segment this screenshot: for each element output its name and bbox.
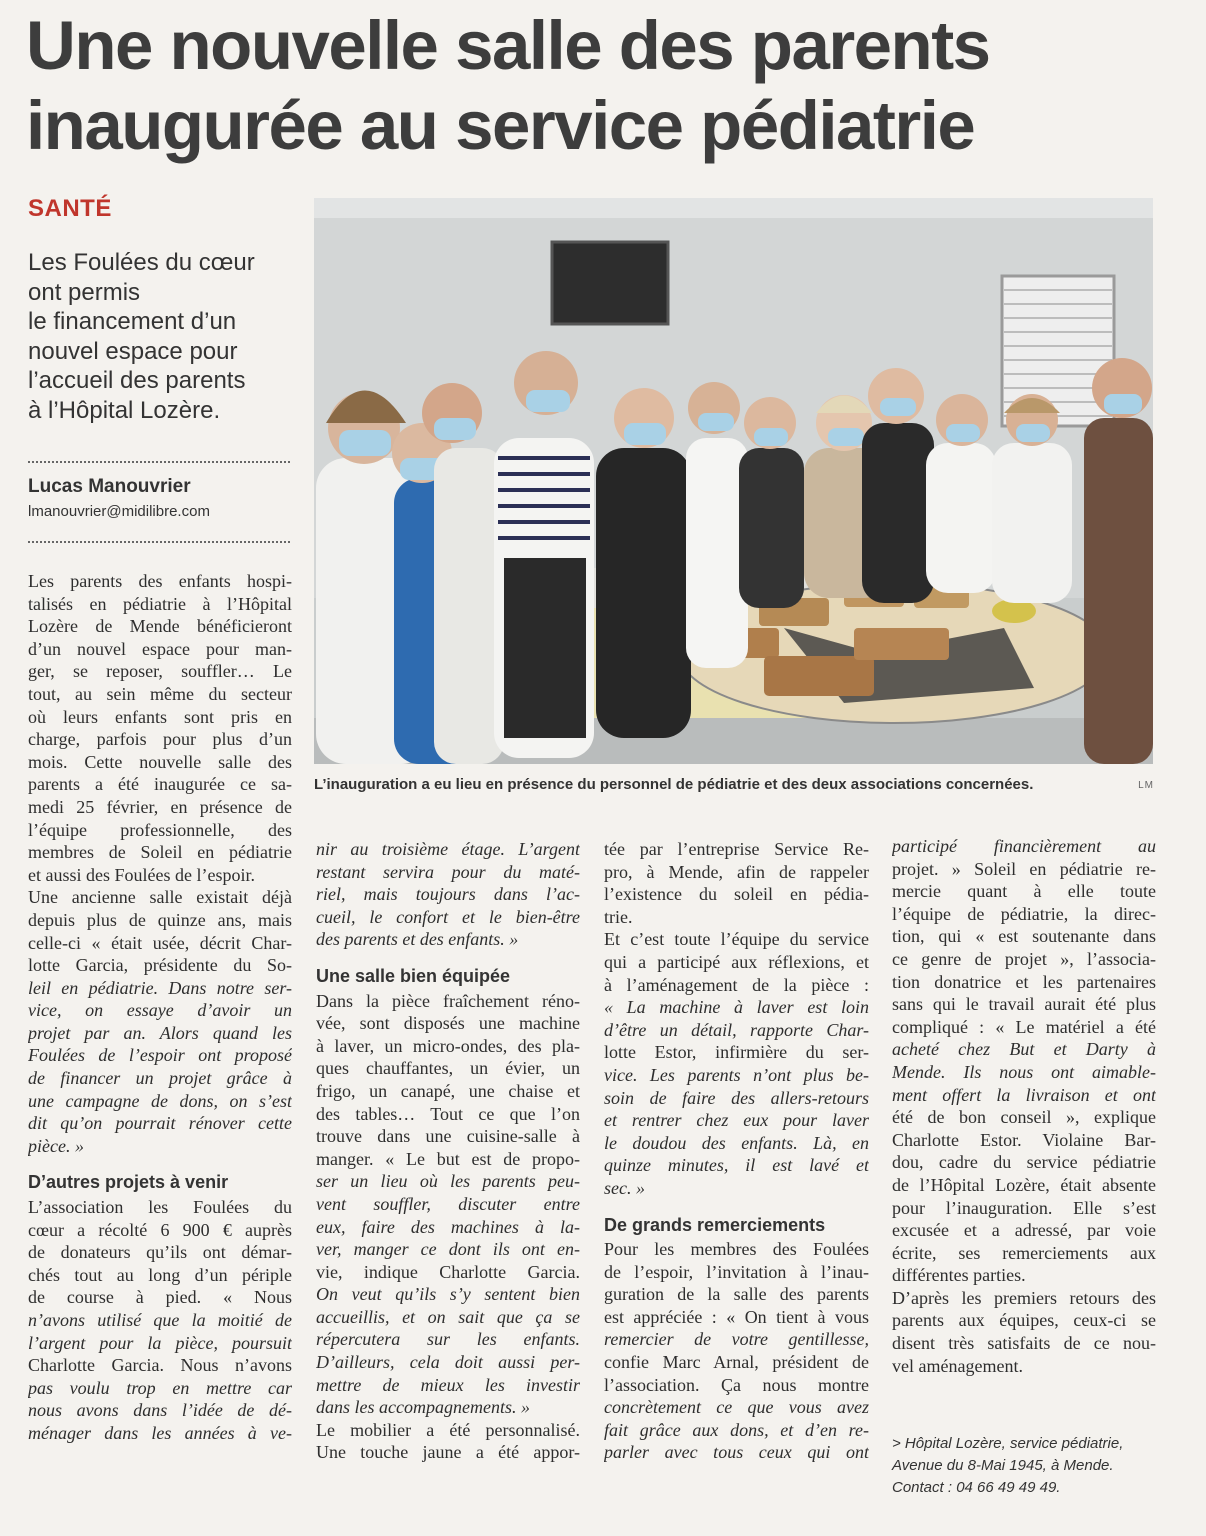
text-line: des parents et des enfants. » bbox=[316, 929, 519, 950]
text-line: parents aux équipes, ceux-ci se bbox=[892, 1310, 1156, 1331]
text-line: frigo, un canapé, une chaise et bbox=[316, 1080, 580, 1101]
contact-info bbox=[892, 1433, 1162, 1499]
text-line: riel, mais toujours dans l’ac- bbox=[316, 884, 580, 905]
text-line: concrètement ce que vous avez bbox=[604, 1397, 869, 1418]
text-line: membres de Soleil en pédiatrie bbox=[28, 842, 292, 863]
text-line: pour l’inauguration. Elle s’est bbox=[892, 1197, 1156, 1218]
text-line: de l’Hôpital Lozère, était absente bbox=[892, 1174, 1156, 1195]
text-line: le doudou des enfants. Là, en bbox=[604, 1132, 869, 1153]
text-line: ce genre de projet », l’associa- bbox=[892, 948, 1156, 969]
headline-line-2: inaugurée au service pédiatrie bbox=[26, 87, 975, 164]
text-line: qui a participé aux réflexions, et bbox=[604, 951, 869, 972]
text-line: tée par l’entreprise Service Re- bbox=[604, 839, 869, 859]
text-line: vie, indique Charlotte Garcia. bbox=[316, 1261, 580, 1282]
text-line: participé financièrement au bbox=[892, 836, 1156, 856]
subheading: Une salle bien équipée bbox=[316, 965, 511, 986]
text-line: L’association les Foulées du bbox=[28, 1197, 292, 1218]
text-line: fait grâce aux dons, et d’en re- bbox=[604, 1419, 869, 1440]
text-line: mettre de mieux les investir bbox=[316, 1374, 580, 1395]
text-line: des tables… Tout ce que l’on bbox=[316, 1103, 580, 1124]
text-line: excusée et a adressé, par voie bbox=[892, 1220, 1156, 1241]
text-line: et aussi des Foulées de l’espoir. bbox=[28, 864, 255, 885]
text-line: écrite, ses remerciements aux bbox=[892, 1242, 1156, 1263]
text-line: manger. « Le but est de propo- bbox=[316, 1148, 580, 1169]
text-line: pièce. » bbox=[28, 1135, 84, 1156]
paragraph bbox=[28, 1196, 292, 1445]
text-line: cueil, le confort et le bien-être bbox=[316, 906, 580, 927]
text-line: d’un nouvel espace pour man- bbox=[28, 638, 292, 659]
text-line: talisés en pédiatrie à l’Hôpital bbox=[28, 593, 292, 614]
text-line: et rentrer chez eux pour laver bbox=[604, 1110, 869, 1131]
text-line: pro, à Mende, afin de rappeler bbox=[604, 861, 869, 882]
divider bbox=[28, 461, 290, 463]
text-line: l’association. Ça nous montre bbox=[604, 1374, 869, 1395]
text-line: Le mobilier a été personnalisé. bbox=[316, 1419, 580, 1440]
text-line: l’équipe professionnelle, des bbox=[28, 819, 292, 840]
photo-credit: LM bbox=[1138, 780, 1154, 791]
lead-line: à l’Hôpital Lozère. bbox=[28, 396, 221, 424]
text-line: d’être un détail, rapporte Char- bbox=[604, 1019, 869, 1040]
text-line: sans qui le travail aurait été plus bbox=[892, 994, 1156, 1015]
text-line: celle-ci « était usée, décrit Char- bbox=[28, 932, 292, 953]
text-line: D’ailleurs, cela doit aussi per- bbox=[316, 1352, 580, 1373]
text-line: lotte Garcia, présidente du So- bbox=[28, 955, 292, 976]
text-line: tion donatrice et les partenaires bbox=[892, 971, 1156, 992]
text-line: medi 25 février, en présence de bbox=[28, 796, 292, 817]
text-line: Charlotte Garcia. Nous n’avons bbox=[28, 1355, 292, 1376]
paragraph bbox=[604, 838, 869, 928]
text-line: charge, parfois pour plus d’un bbox=[28, 729, 292, 750]
paragraph bbox=[316, 990, 580, 1419]
divider bbox=[28, 541, 290, 543]
text-line: trouve dans une cuisine-salle à bbox=[316, 1126, 580, 1147]
text-line: répercutera sur les enfants. bbox=[316, 1329, 580, 1350]
article-headline bbox=[26, 6, 1186, 166]
contact-line: Avenue du 8-Mai 1945, à Mende. bbox=[892, 1457, 1114, 1474]
text-line: vice, on essaye d’avoir un bbox=[28, 1000, 292, 1021]
paragraph bbox=[604, 1238, 869, 1464]
text-line: Mende. Ils nous ont aimable- bbox=[892, 1061, 1156, 1082]
text-line: leil en pédiatrie. Dans notre ser- bbox=[28, 977, 292, 998]
subheading: D’autres projets à venir bbox=[28, 1172, 229, 1193]
text-line: Et c’est toute l’équipe du service bbox=[604, 929, 869, 950]
lead-line: ont permis bbox=[28, 278, 141, 306]
text-line: l’existence du soleil en pédia- bbox=[604, 884, 869, 905]
text-line: été de bon conseil », explique bbox=[892, 1107, 1156, 1128]
text-line: à laver, un micro-ondes, des pla- bbox=[316, 1035, 580, 1056]
text-line: projet. » Soleil en pédiatrie re- bbox=[892, 858, 1156, 879]
text-line: mois. Cette nouvelle salle des bbox=[28, 751, 292, 772]
paragraph bbox=[892, 835, 1156, 1287]
text-line: eux, faire des machines à la- bbox=[316, 1216, 580, 1237]
text-line: l’équipe de pédiatrie, la direc- bbox=[892, 903, 1156, 924]
text-line: est appréciée : « On tient à vous bbox=[604, 1306, 869, 1327]
text-line: D’après les premiers retours des bbox=[892, 1287, 1156, 1308]
text-line: Pour les membres des Foulées bbox=[604, 1239, 869, 1260]
text-line: vent souffler, discuter entre bbox=[316, 1193, 580, 1214]
text-line: ment offert la livraison et ont bbox=[892, 1084, 1156, 1105]
paragraph bbox=[316, 1419, 580, 1464]
paragraph bbox=[28, 570, 292, 886]
text-line: accueillis, et on sait que ça se bbox=[316, 1306, 580, 1327]
text-line: trie. bbox=[604, 906, 633, 927]
paragraph bbox=[28, 886, 292, 1157]
text-line: nous avons dans l’idée de dé- bbox=[28, 1400, 292, 1421]
text-line: dit qu’on pourrait rénover cette bbox=[28, 1113, 292, 1134]
article-column-3 bbox=[604, 838, 869, 1464]
text-line: vée, sont disposés une machine bbox=[316, 1013, 580, 1034]
article-column-4 bbox=[892, 835, 1156, 1377]
text-line: chés tout au long d’un périple bbox=[28, 1264, 292, 1285]
text-line: ger, se reposer, souffler… Le bbox=[28, 661, 292, 682]
text-line: On veut qu’ils s’y sentent bien bbox=[316, 1284, 580, 1305]
author-name: Lucas Manouvrier bbox=[28, 476, 191, 497]
text-line: nir au troisième étage. L’argent bbox=[316, 839, 580, 859]
text-line: quinze minutes, il est lavé et bbox=[604, 1155, 869, 1176]
text-line: pas voulu trop en mettre car bbox=[28, 1377, 292, 1398]
text-line: restant servira pour du maté- bbox=[316, 861, 580, 882]
text-line: Lozère de Mende bénéficieront bbox=[28, 616, 292, 637]
text-line: « La machine à laver est loin bbox=[604, 997, 869, 1018]
text-line: où leurs enfants sont pris en bbox=[28, 706, 292, 727]
text-line: cœur a récolté 6 900 € auprès bbox=[28, 1219, 292, 1240]
lead-line: nouvel espace pour bbox=[28, 337, 238, 365]
text-line: disent très satisfaits de ce nou- bbox=[892, 1333, 1156, 1354]
text-line: sec. » bbox=[604, 1177, 645, 1198]
text-line: ser un lieu où les parents peu- bbox=[316, 1171, 580, 1192]
text-line: ques chauffantes, un évier, un bbox=[316, 1058, 580, 1079]
section-kicker: SANTÉ bbox=[28, 195, 112, 222]
article-column-1 bbox=[28, 570, 292, 1445]
text-line: confie Marc Arnal, président de bbox=[604, 1352, 869, 1373]
text-line: tion, qui « est soutenante dans bbox=[892, 926, 1156, 947]
text-line: n’avons utilisé que la moitié de bbox=[28, 1310, 292, 1330]
photo-illustration bbox=[314, 198, 1153, 764]
text-line: dou, cadre du service pédiatrie bbox=[892, 1152, 1156, 1173]
text-line: soin de faire des allers-retours bbox=[604, 1087, 869, 1108]
text-line: dans les accompagnements. » bbox=[316, 1397, 530, 1418]
paragraph bbox=[604, 928, 869, 1199]
text-line: remercier de votre gentillesse, bbox=[604, 1329, 869, 1350]
text-line: acheté chez But et Darty à bbox=[892, 1039, 1156, 1060]
text-line: mercie quant à elle toute bbox=[892, 881, 1156, 902]
text-line: Une touche jaune a été appor- bbox=[316, 1442, 580, 1463]
text-line: vice. Les parents n’ont plus be- bbox=[604, 1064, 869, 1085]
text-line: parler avec tous ceux qui ont bbox=[604, 1442, 869, 1463]
text-line: lotte Estor, infirmière du ser- bbox=[604, 1042, 869, 1063]
text-line: Foulées de l’espoir ont proposé bbox=[28, 1045, 292, 1066]
text-line: Une ancienne salle existait déjà bbox=[28, 887, 292, 908]
text-line: une campagne de dons, on s’est bbox=[28, 1090, 292, 1111]
text-line: tout, au sein même du secteur bbox=[28, 683, 292, 704]
text-line: de l’espoir, l’invitation à l’inau- bbox=[604, 1261, 869, 1282]
lead-paragraph bbox=[28, 248, 290, 425]
text-line: différentes parties. bbox=[892, 1265, 1026, 1286]
text-line: Charlotte Estor. Violaine Bar- bbox=[892, 1129, 1156, 1150]
headline-line-1: Une nouvelle salle des parents bbox=[26, 7, 990, 84]
article-column-2 bbox=[316, 838, 580, 1464]
text-line: projet par an. Alors quand les bbox=[28, 1022, 292, 1043]
text-line: à l’aménagement de la pièce : bbox=[604, 974, 869, 995]
lead-line: l’accueil des parents bbox=[28, 367, 246, 394]
text-line: Les parents des enfants hospi- bbox=[28, 571, 292, 591]
paragraph bbox=[892, 1287, 1156, 1377]
inauguration-photo bbox=[314, 198, 1153, 764]
text-line: ménager dans les années à ve- bbox=[28, 1422, 292, 1443]
photo-caption: L’inauguration a eu lieu en présence du personnel de pédiatrie et des deux associations concernées. bbox=[314, 776, 1034, 793]
author-email[interactable]: lmanouvrier@midilibre.com bbox=[28, 503, 210, 520]
contact-line: > Hôpital Lozère, service pédiatrie, bbox=[892, 1435, 1124, 1452]
subheading: De grands remerciements bbox=[604, 1214, 826, 1235]
text-line: guration de la salle des parents bbox=[604, 1284, 869, 1305]
contact-line: Contact : 04 66 49 49 49. bbox=[892, 1479, 1061, 1496]
text-line: compliqué : « Le matériel a été bbox=[892, 1016, 1156, 1037]
text-line: de course à pied. « Nous bbox=[28, 1287, 292, 1308]
text-line: depuis plus de quinze ans, mais bbox=[28, 909, 292, 930]
paragraph bbox=[316, 838, 580, 951]
text-line: parents a été inaugurée ce sa- bbox=[28, 774, 292, 795]
text-line: Dans la pièce fraîchement réno- bbox=[316, 990, 580, 1011]
text-line: vel aménagement. bbox=[892, 1355, 1023, 1376]
text-line: l’argent pour la pièce, poursuit bbox=[28, 1332, 292, 1353]
text-line: ver, manger ce dont ils ont en- bbox=[316, 1239, 580, 1260]
text-line: de financer un projet grâce à bbox=[28, 1068, 292, 1089]
lead-line: le financement d’un bbox=[28, 308, 237, 335]
text-line: de donateurs qu’ils ont démar- bbox=[28, 1242, 292, 1263]
lead-line: Les Foulées du cœur bbox=[28, 249, 255, 276]
